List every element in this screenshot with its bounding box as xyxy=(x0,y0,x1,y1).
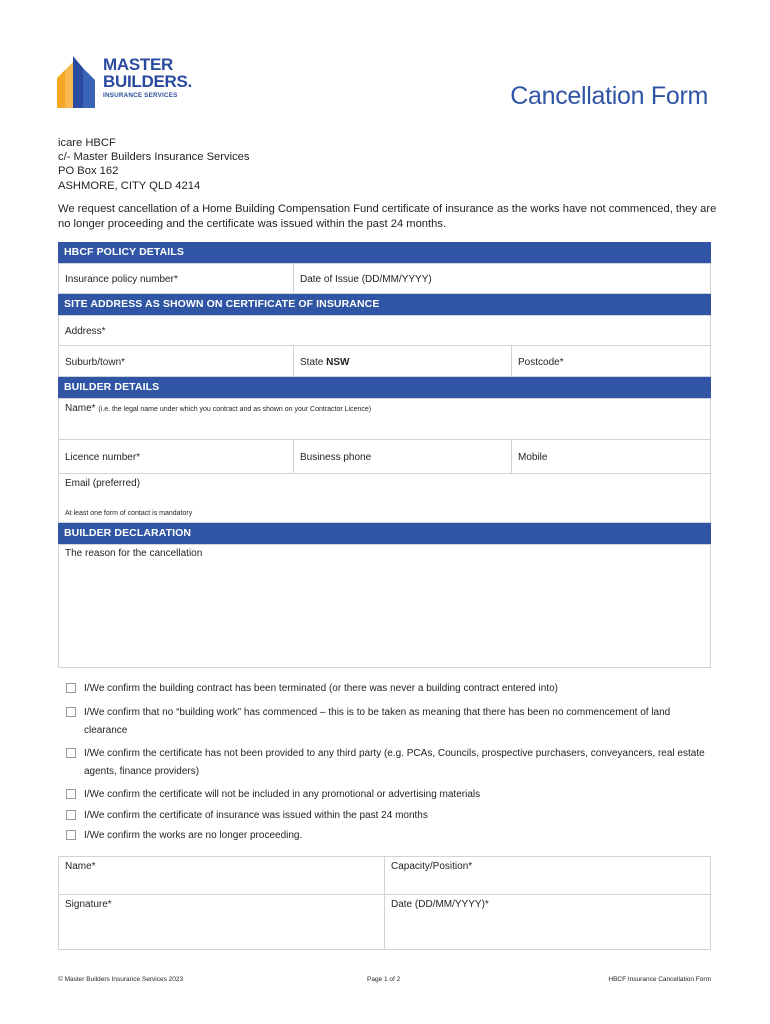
confirm-not-in-promotional[interactable] xyxy=(66,786,716,804)
checkbox[interactable] xyxy=(66,830,76,840)
check-label: I/We confirm the certificate of insurance was issued within the past 24 months xyxy=(84,810,428,821)
address-line-1: icare HBCF xyxy=(58,137,116,149)
signer-name-label: Name* xyxy=(65,861,96,872)
licence-number-field[interactable] xyxy=(58,439,294,474)
state-label-text: State xyxy=(300,357,324,368)
signature-date-label: Date (DD/MM/YYYY)* xyxy=(391,899,489,910)
signature-date-field[interactable] xyxy=(384,894,711,950)
state-label xyxy=(300,357,349,368)
footer-doc-name: HBCF Insurance Cancellation Form xyxy=(608,976,711,983)
address-line-4: ASHMORE, CITY QLD 4214 xyxy=(58,179,201,192)
policy-number-field[interactable] xyxy=(58,263,294,294)
logo-wordmark xyxy=(103,56,192,99)
postcode-label: Postcode* xyxy=(518,357,564,368)
checkbox[interactable] xyxy=(66,707,76,717)
confirm-issued-within-24-months[interactable] xyxy=(66,807,716,825)
checkbox[interactable] xyxy=(66,683,76,693)
state-value: NSW xyxy=(326,357,350,368)
email-field[interactable] xyxy=(58,473,711,523)
check-label: I/We confirm that no “building work” has commenced – this is to be taken as meaning that there has been no commencement of land clearance xyxy=(84,707,671,736)
section-policy-details: HBCF POLICY DETAILS xyxy=(58,242,711,263)
section-builder-declaration: BUILDER DECLARATION xyxy=(58,523,711,544)
check-label: I/We confirm the works are no longer proceeding. xyxy=(84,830,303,841)
state-field xyxy=(293,345,512,377)
mobile-field[interactable] xyxy=(511,439,711,474)
logo-line-3: INSURANCE SERVICES xyxy=(103,92,178,99)
builder-name-label xyxy=(65,403,371,414)
checkbox[interactable] xyxy=(66,789,76,799)
footer-page-number: Page 1 of 2 xyxy=(367,976,401,983)
mobile-label: Mobile xyxy=(518,452,548,463)
page-title: Cancellation Form xyxy=(510,82,708,110)
address-line-3: PO Box 162 xyxy=(58,165,119,178)
postcode-field[interactable] xyxy=(511,345,711,377)
checkbox[interactable] xyxy=(66,810,76,820)
confirm-not-provided-third-party[interactable] xyxy=(66,745,716,781)
policy-number-label: Insurance policy number* xyxy=(65,274,178,285)
section-builder-details: BUILDER DETAILS xyxy=(58,377,711,398)
email-label: Email (preferred) xyxy=(65,478,141,489)
confirm-contract-terminated[interactable] xyxy=(66,680,716,698)
signature-field[interactable] xyxy=(58,894,385,950)
confirm-no-building-work[interactable] xyxy=(66,704,716,740)
logo-line-2: BUILDERS. xyxy=(103,72,192,91)
site-address-label: Address* xyxy=(65,326,106,337)
checkbox[interactable] xyxy=(66,748,76,758)
check-label: I/We confirm the building contract has been terminated (or there was never a building contract entered into) xyxy=(84,683,558,694)
suburb-field[interactable] xyxy=(58,345,294,377)
builder-name-text: Name* xyxy=(65,403,96,414)
check-label: I/We confirm the certificate will not be included in any promotional or advertising materials xyxy=(84,789,481,800)
capacity-position-label: Capacity/Position* xyxy=(391,861,473,872)
date-of-issue-label: Date of Issue (DD/MM/YYYY) xyxy=(300,274,432,285)
signer-name-field[interactable] xyxy=(58,856,385,895)
contact-note: At least one form of contact is mandatory xyxy=(65,510,193,517)
builder-name-field[interactable] xyxy=(58,398,711,440)
builder-name-note: (i.e. the legal name under which you contract and as shown on your Contractor Licence) xyxy=(98,406,372,413)
logo-line-1: MASTER xyxy=(103,55,173,74)
signature-label: Signature* xyxy=(65,899,112,910)
business-phone-field[interactable] xyxy=(293,439,512,474)
postal-address xyxy=(58,136,250,193)
address-line-2: c/- Master Builders Insurance Services xyxy=(58,151,250,164)
master-builders-logo xyxy=(57,56,197,110)
footer-copyright: © Master Builders Insurance Services 2023 xyxy=(58,976,184,983)
date-of-issue-field[interactable] xyxy=(293,263,711,294)
cancellation-reason-field[interactable] xyxy=(58,544,711,668)
logo-mark-icon xyxy=(57,56,101,110)
capacity-position-field[interactable] xyxy=(384,856,711,895)
section-site-address: SITE ADDRESS AS SHOWN ON CERTIFICATE OF INSURANCE xyxy=(58,294,711,315)
licence-number-label: Licence number* xyxy=(65,452,141,463)
site-address-field[interactable] xyxy=(58,315,711,346)
business-phone-label: Business phone xyxy=(300,452,372,463)
confirm-works-not-proceeding[interactable] xyxy=(66,827,716,845)
check-label: I/We confirm the certificate has not been provided to any third party (e.g. PCAs, Councils, prospective purchasers, conveyancers, real estate agents, finance providers) xyxy=(84,748,705,777)
intro-paragraph: We request cancellation of a Home Building Compensation Fund certificate of insurance as the works have not commenced, they are no longer proceeding and the certificate was issued within the past 24 months. xyxy=(58,203,717,230)
suburb-label: Suburb/town* xyxy=(65,357,126,368)
cancellation-reason-label: The reason for the cancellation xyxy=(65,548,203,559)
